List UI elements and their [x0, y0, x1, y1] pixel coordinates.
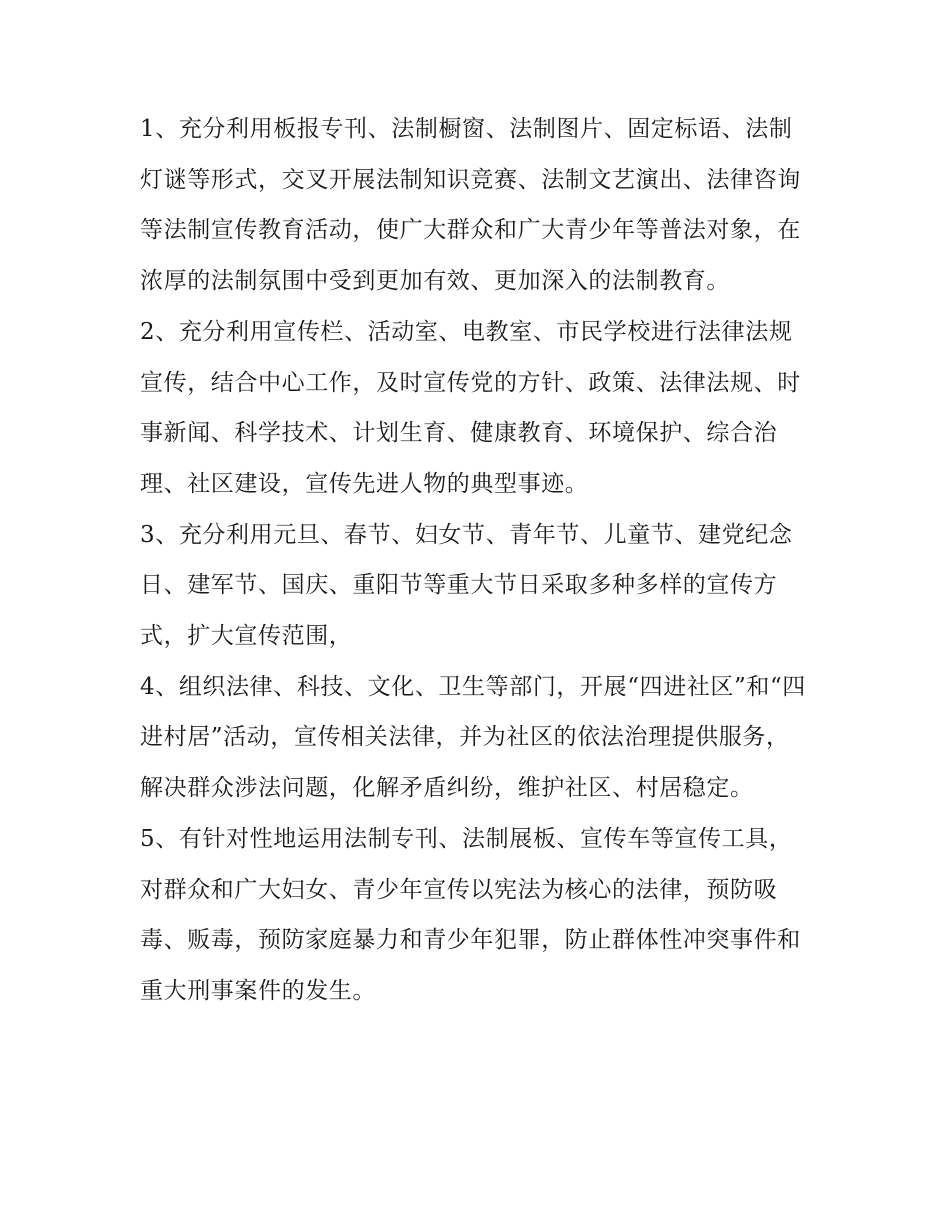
document-body: [140, 104, 812, 1017]
paragraph-3: 3、充分利用元旦、春节、妇女节、青年节、儿童节、建党纪念日、建军节、国庆、重阳节等重大节日采取多种多样的宣传方式，扩大宣传范围，: [140, 521, 793, 650]
paragraph-2: 2、充分利用宣传栏、活动室、电教室、市民学校进行法律法规宣传，结合中心工作，及时宣传党的方针、政策、法律法规、时事新闻、科学技术、计划生育、健康教育、环境保护、综合治理、社区建设，宣传先进人物的典型事迹。: [140, 318, 801, 497]
paragraph-1: 1、充分利用板报专刊、法制橱窗、法制图片、固定标语、法制灯谜等形式，交叉开展法制知识竞赛、法制文艺演出、法律咨询等法制宣传教育活动，使广大群众和广大青少年等普法对象，在浓厚的法制氛围中受到更加有效、更加深入的法制教育。: [140, 116, 801, 295]
paragraph-4: 4、组织法律、科技、文化、卫生等部门，开展“四进社区”和“四进村居”活动，宣传相关法律，并为社区的依法治理提供服务，解决群众涉法问题，化解矛盾纠纷，维护社区、村居稳定。: [140, 673, 806, 802]
paragraph-5: 5、有针对性地运用法制专刊、法制展板、宣传车等宣传工具，对群众和广大妇女、青少年宣传以宪法为核心的法律，预防吸毒、贩毒，预防家庭暴力和青少年犯罪，防止群体性冲突事件和重大刑事案件的发生。: [140, 825, 801, 1004]
